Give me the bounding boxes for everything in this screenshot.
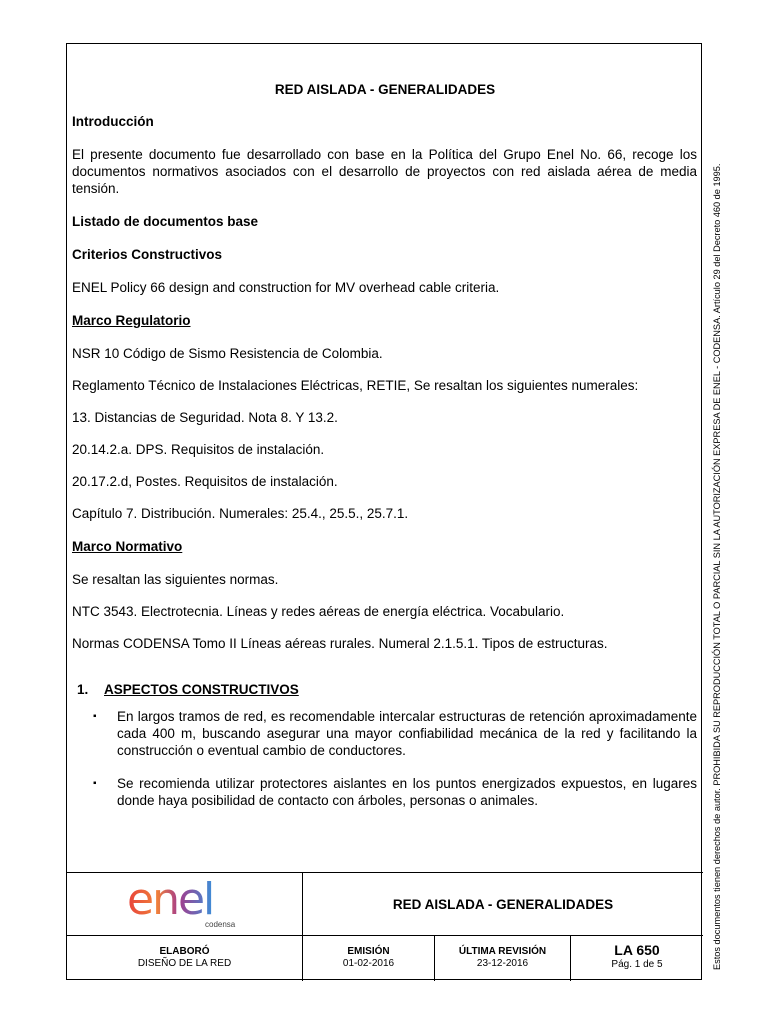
- regulatorio-item: Reglamento Técnico de Instalaciones Eléctricas, RETIE, Se resaltan los siguientes numerales:: [72, 378, 639, 393]
- document-code: LA 650: [614, 942, 660, 958]
- revision-value: 23-12-2016: [476, 958, 529, 969]
- regulatorio-item: NSR 10 Código de Sismo Resistencia de Colombia.: [72, 346, 383, 361]
- bullet-square-icon: ▪: [93, 711, 97, 722]
- code-cell: [571, 936, 703, 981]
- logo-wordmark: enel: [127, 878, 214, 925]
- intro-heading: Introducción: [72, 114, 154, 129]
- emision-value: 01-02-2016: [342, 958, 395, 969]
- list-item: [72, 775, 697, 809]
- revision-label: ÚLTIMA REVISIÓN: [458, 946, 547, 957]
- elaboro-cell: [67, 936, 303, 981]
- listado-heading: Listado de documentos base: [72, 214, 259, 229]
- revision-cell: [435, 936, 571, 981]
- bullet-square-icon: ▪: [93, 778, 97, 789]
- document-body: [72, 111, 697, 809]
- marco-normativo-heading: Marco Normativo: [72, 539, 183, 554]
- section-1-heading: [72, 681, 697, 698]
- logo-subtext: codensa: [205, 920, 236, 929]
- page-number: Pág. 1 de 5: [611, 959, 663, 970]
- document-frame: [66, 43, 702, 980]
- marco-regulatorio-heading: Marco Regulatorio: [72, 313, 191, 328]
- emision-label: EMISIÓN: [347, 946, 390, 957]
- intro-text: El presente documento fue desarrollado con base en la Política del Grupo Enel No. 66, recoge los documentos normativos asociados con el desarrollo de proyectos con red aislada aérea de media tensión.: [72, 147, 697, 196]
- bullet-list: [72, 708, 697, 809]
- enel-logo: [125, 878, 245, 930]
- normativo-item: NTC 3543. Electrotecnia. Líneas y redes aéreas de energía eléctrica. Vocabulario.: [72, 604, 565, 619]
- criterios-text: ENEL Policy 66 design and construction for MV overhead cable criteria.: [72, 280, 500, 295]
- document-title: RED AISLADA - GENERALIDADES: [274, 82, 496, 97]
- regulatorio-item: 20.17.2.d, Postes. Requisitos de instalación.: [72, 474, 338, 489]
- section-1-title: ASPECTOS CONSTRUCTIVOS: [104, 682, 299, 697]
- elaboro-value: DISEÑO DE LA RED: [137, 958, 232, 969]
- bullet-text: Se recomienda utilizar protectores aislantes en los puntos energizados expuestos, en lugares donde haya posibilidad de contacto con árboles, personas o animales.: [117, 776, 697, 808]
- normativo-item: Normas CODENSA Tomo II Líneas aéreas rurales. Numeral 2.1.5.1. Tipos de estructuras.: [72, 636, 608, 651]
- footer-title: RED AISLADA - GENERALIDADES: [303, 873, 703, 936]
- section-1-number: 1.: [77, 682, 89, 697]
- regulatorio-item: Capítulo 7. Distribución. Numerales: 25.4., 25.5., 25.7.1.: [72, 506, 409, 521]
- bullet-text: En largos tramos de red, es recomendable intercalar estructuras de retención aproximadamente cada 400 m, buscando asegurar una mayor confiabilidad mecánica de la red y facilitando la construcción o eventual cambio de conductores.: [117, 709, 697, 758]
- regulatorio-item: 13. Distancias de Seguridad. Nota 8. Y 13.2.: [72, 410, 338, 425]
- copyright-side-note: Estos documentos tienen derechos de autor. PROHIBIDA SU REPRODUCCIÓN TOTAL O PARCIAL SIN LA AUTORIZACIÓN EXPRESA DE ENEL - CODENSA. Artículo 29 del Decreto 460 de 1995.: [712, 163, 722, 970]
- list-item: [72, 708, 697, 759]
- logo-cell: [67, 873, 303, 936]
- normativo-item: Se resaltan las siguientes normas.: [72, 572, 279, 587]
- regulatorio-item: 20.14.2.a. DPS. Requisitos de instalación.: [72, 442, 325, 457]
- criterios-heading: Criterios Constructivos: [72, 247, 223, 262]
- elaboro-label: ELABORÓ: [159, 946, 210, 957]
- emision-cell: [303, 936, 435, 981]
- document-footer-table: [67, 872, 703, 981]
